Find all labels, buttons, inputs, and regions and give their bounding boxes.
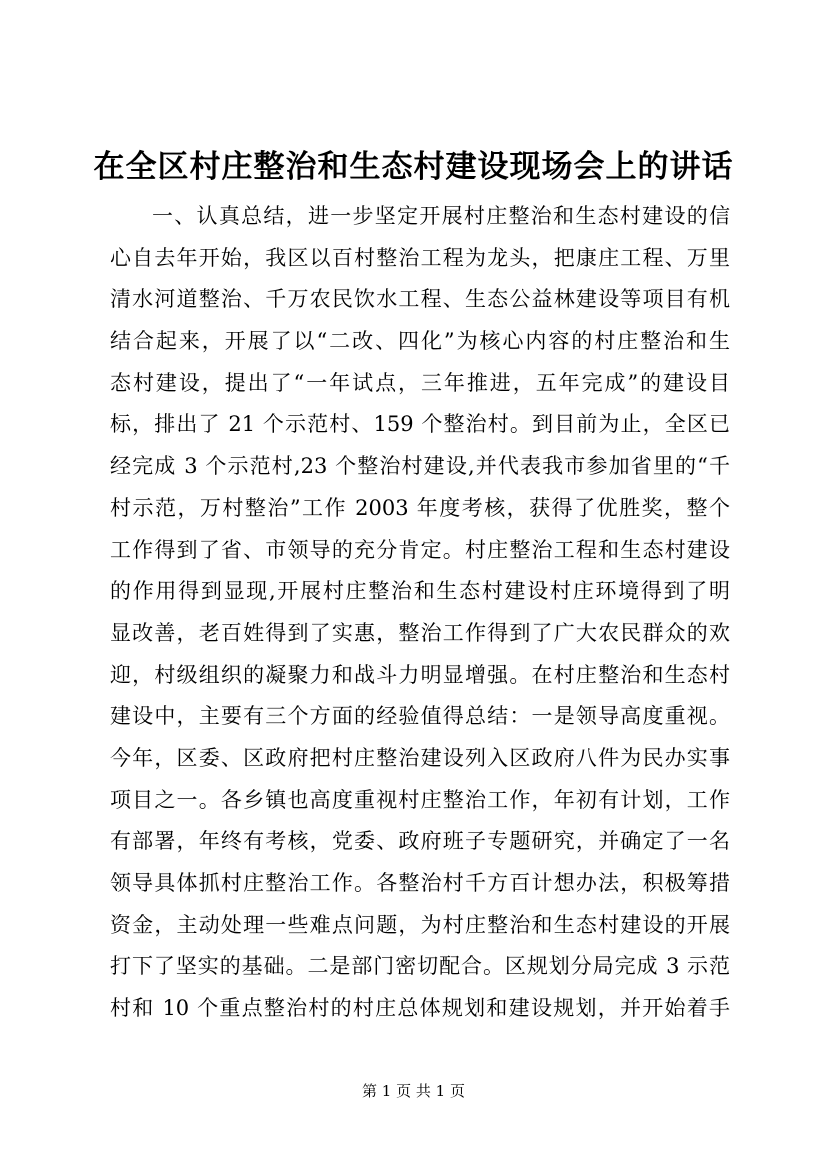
body-line: 建设中，主要有三个方面的经验值得总结：一是领导高度重视。 — [110, 704, 730, 729]
body-line: 村和 10 个重点整治村的村庄总体规划和建设规划，并开始着手 — [110, 996, 730, 1021]
body-line: 结合起来，开展了以“二改、四化”为核心内容的村庄整治和生 — [110, 329, 730, 354]
body-line: 工作得到了省、市领导的充分肯定。村庄整治工程和生态村建设 — [110, 537, 730, 562]
document-title: 在全区村庄整治和生态村建设现场会上的讲话 — [93, 149, 734, 185]
body-line: 经完成 3 个示范村,23 个整治村建设,并代表我市参加省里的“千 — [110, 454, 730, 479]
body-line: 心自去年开始，我区以百村整治工程为龙头，把康庄工程、万里 — [110, 245, 730, 270]
body-line: 资金，主动处理一些难点问题，为村庄整治和生态村建设的开展 — [110, 912, 730, 937]
body-line: 态村建设，提出了“一年试点，三年推进，五年完成”的建设目 — [110, 370, 730, 395]
body-line: 一、认真总结，进一步坚定开展村庄整治和生态村建设的信 — [152, 204, 730, 228]
body-line: 今年，区委、区政府把村庄整治建设列入区政府八件为民办实事 — [110, 745, 730, 770]
body-line: 打下了坚实的基础。二是部门密切配合。区规划分局完成 3 示范 — [110, 954, 730, 979]
body-line: 村示范，万村整治”工作 2003 年度考核，获得了优胜奖，整个 — [110, 495, 730, 520]
body-line: 领导具体抓村庄整治工作。各整治村千方百计想办法，积极筹措 — [110, 871, 730, 895]
body-line: 标，排出了 21 个示范村、159 个整治村。到目前为止，全区已 — [110, 412, 730, 437]
body-line: 项目之一。各乡镇也高度重视村庄整治工作，年初有计划，工作 — [110, 787, 730, 812]
body-line: 显改善，老百姓得到了实惠，整治工作得到了广大农民群众的欢 — [110, 620, 730, 645]
body-line: 清水河道整治、千万农民饮水工程、生态公益林建设等项目有机 — [110, 287, 730, 312]
page-footer: 第 1 页 共 1 页 — [362, 1082, 465, 1100]
document-body — [110, 196, 730, 1030]
body-line: 迎，村级组织的凝聚力和战斗力明显增强。在村庄整治和生态村 — [110, 662, 730, 687]
body-line: 有部署，年终有考核，党委、政府班子专题研究，并确定了一名 — [110, 829, 730, 854]
body-line: 的作用得到显现,开展村庄整治和生态村建设村庄环境得到了明 — [110, 579, 730, 604]
